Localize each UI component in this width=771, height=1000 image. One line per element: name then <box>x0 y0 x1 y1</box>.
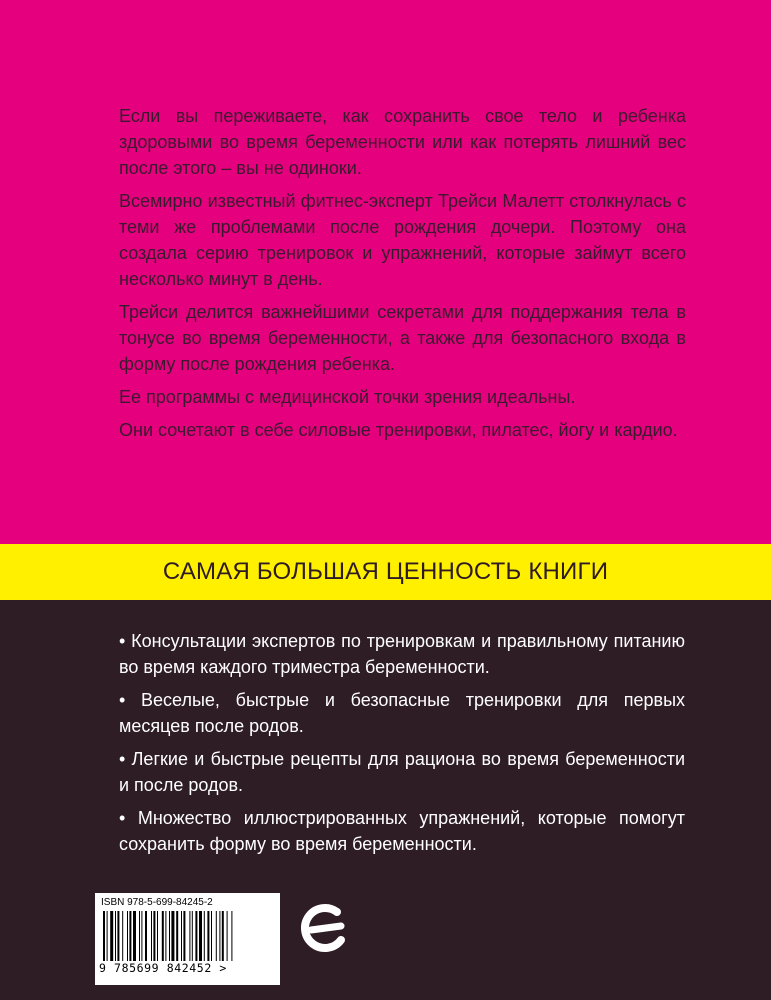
feature-item-4: • Множество иллюстрированных упражнений, которые помогут сохранить форму во время беременности. <box>119 808 685 854</box>
intro-paragraph-3: Трейси делится важнейшими секретами для поддержания тела в тонусе во время беременности, а также для безопасного входа в форму после рождения ребенка. <box>119 302 686 374</box>
banner-title: САМАЯ БОЛЬШАЯ ЦЕННОСТЬ КНИГИ <box>162 558 609 585</box>
feature-item-1: • Консультации экспертов по тренировкам и правильному питанию во время каждого триместра беременности. <box>119 631 685 677</box>
feature-item-3: • Легкие и быстрые рецепты для рациона во время беременности и после родов. <box>119 749 685 795</box>
bottom-dark-section <box>0 600 771 1000</box>
intro-paragraph-5: Они сочетают в себе силовые тренировки, пилатес, йогу и кардио. <box>119 420 678 440</box>
features-list <box>119 628 685 857</box>
banner-strip <box>0 544 771 600</box>
intro-paragraph-2: Всемирно известный фитнес-эксперт Трейси Малетт столкнулась с теми же проблемами после рождения дочери. Поэтому она создала серию тренировок и упражнений, которые займут всего несколько минут в день. <box>119 191 686 289</box>
barcode <box>95 893 280 985</box>
publisher-logo-icon <box>297 900 349 958</box>
intro-paragraph-1: Если вы переживаете, как сохранить свое тело и ребенка здоровыми во время беременности или как потерять лишний вес после этого – вы не одиноки. <box>119 106 686 178</box>
barcode-digits: 9 785699 842452 > <box>99 961 227 975</box>
intro-paragraph-4: Ее программы с медицинской точки зрения идеальны. <box>119 387 576 407</box>
intro-text <box>119 103 686 443</box>
barcode-bars <box>103 911 273 961</box>
isbn-label: ISBN 978-5-699-84245-2 <box>101 897 213 908</box>
feature-item-2: • Веселые, быстрые и безопасные тренировки для первых месяцев после родов. <box>119 690 685 736</box>
